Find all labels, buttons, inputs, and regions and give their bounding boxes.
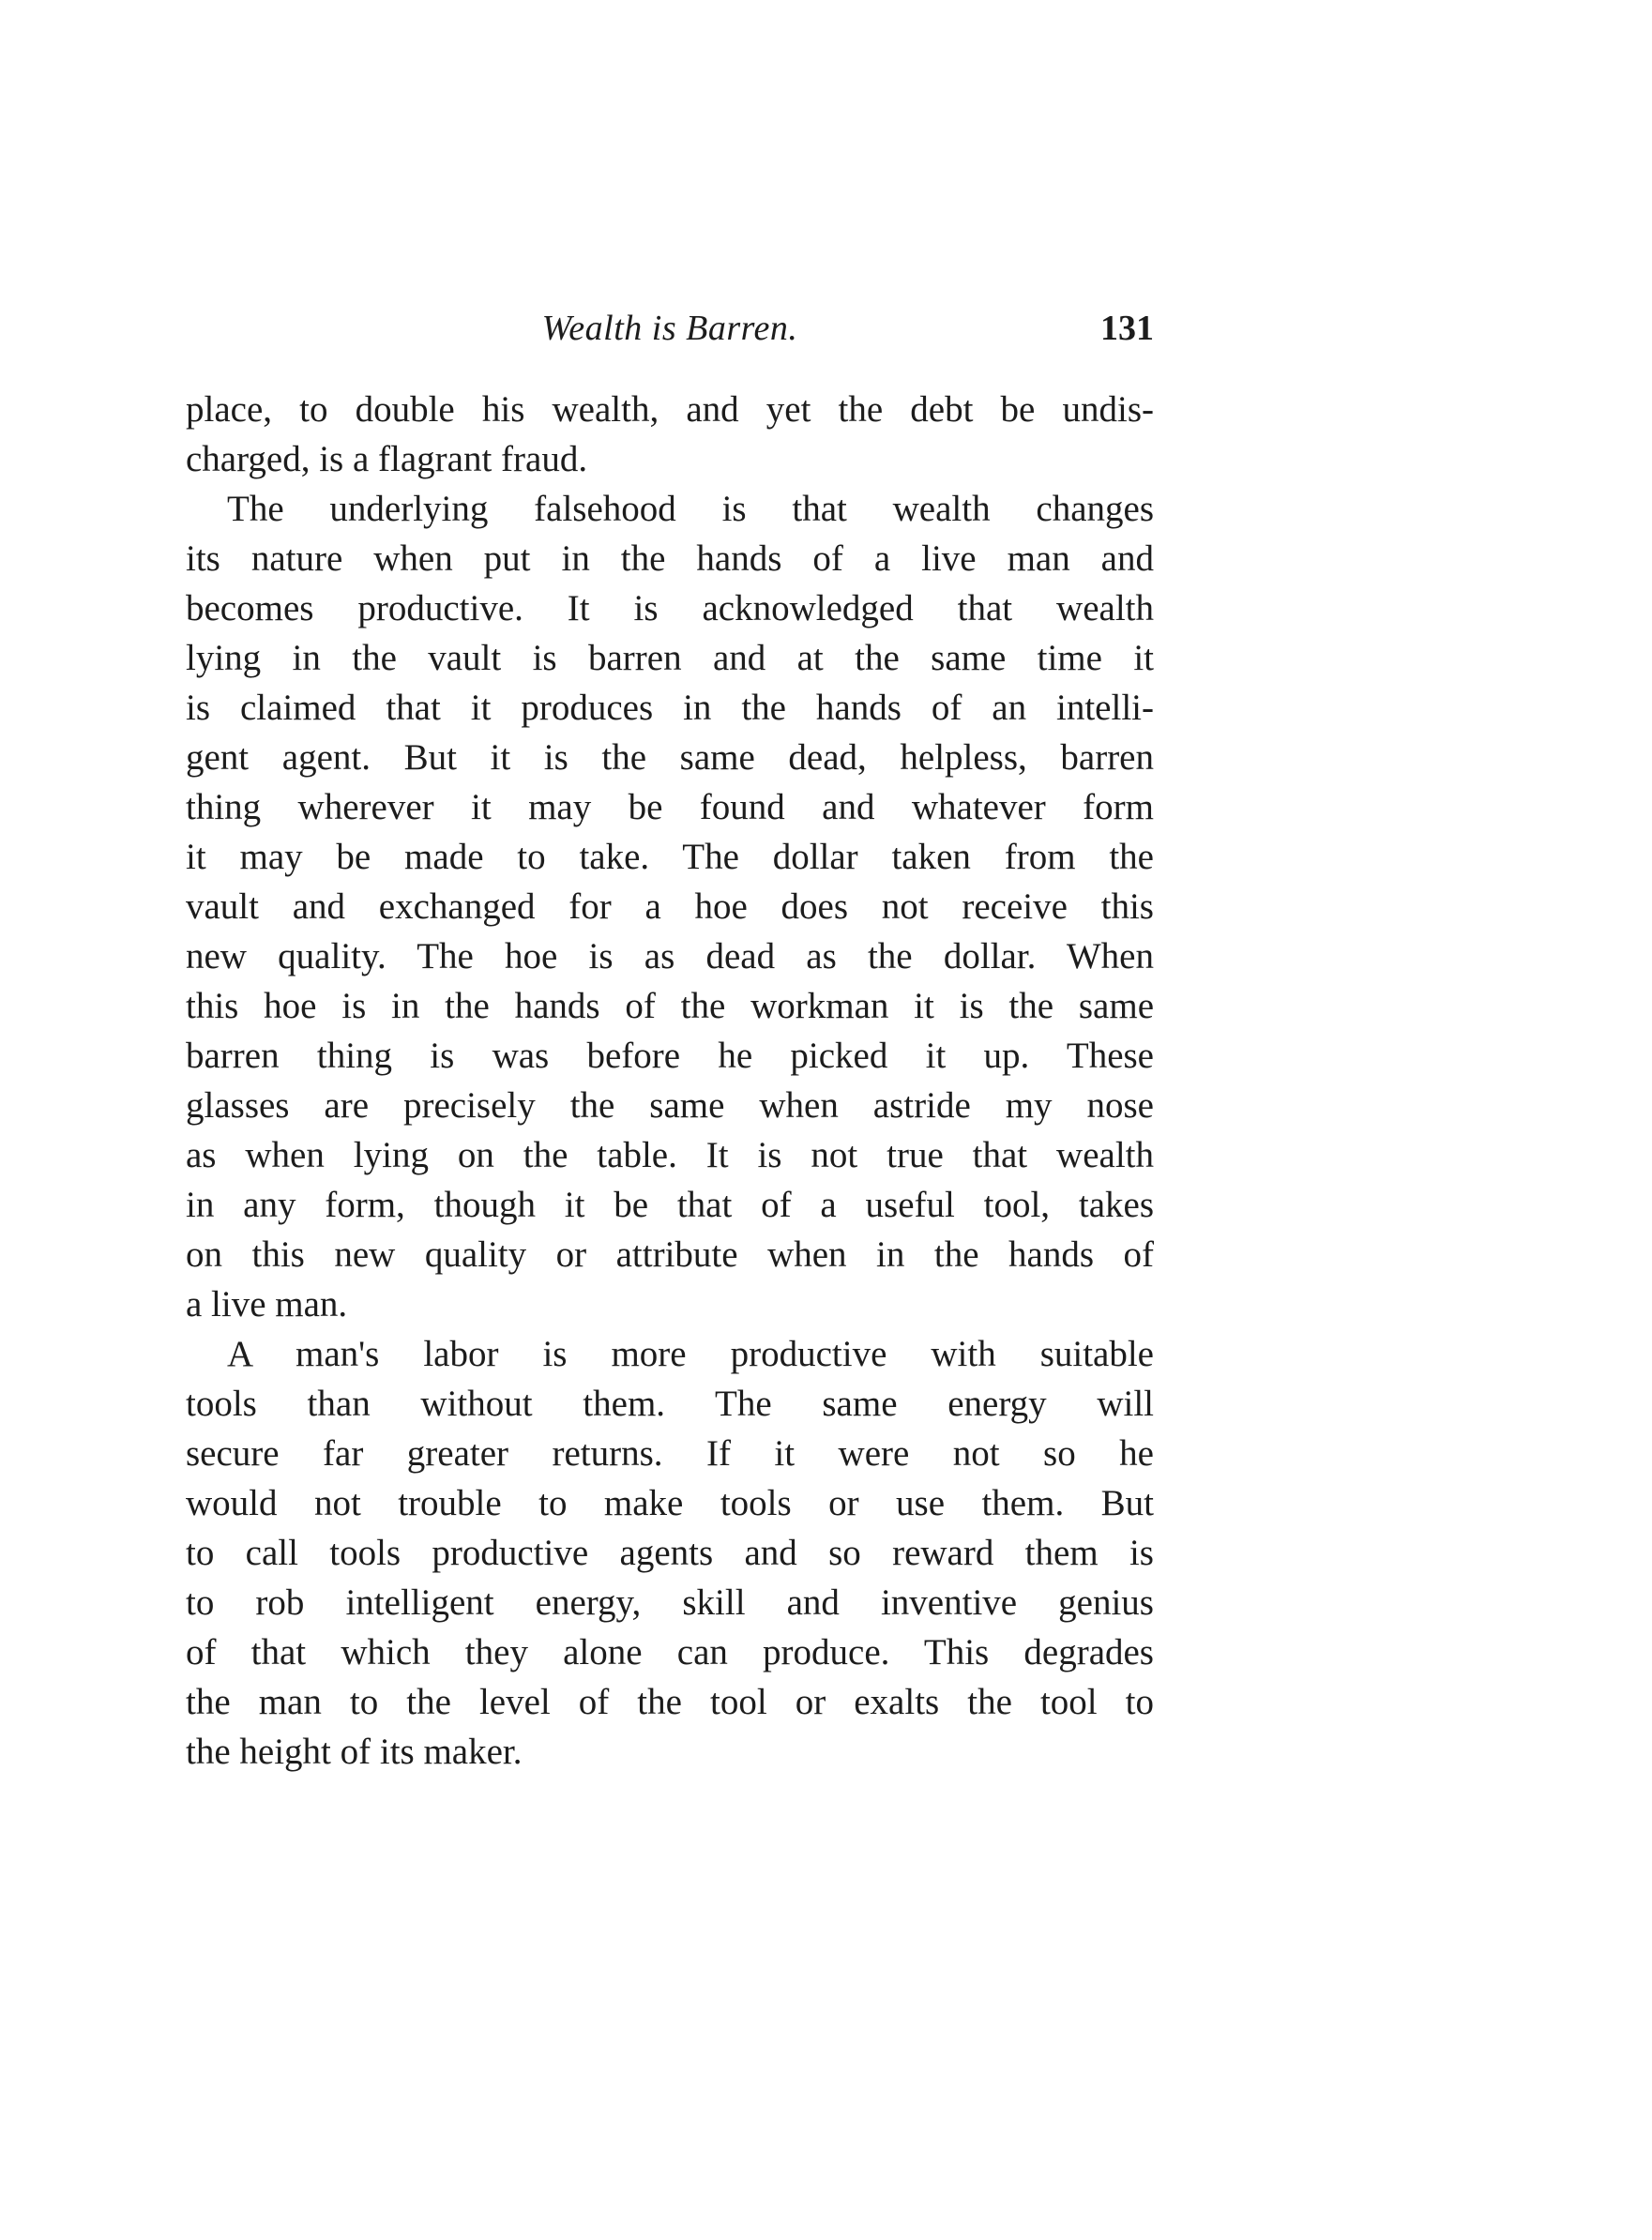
body-text: [186, 385, 1154, 1777]
text-line: to rob intelligent energy, skill and inventive genius: [186, 1582, 1154, 1623]
text-line: to call tools productive agents and so reward them is: [186, 1533, 1154, 1573]
text-line: glasses are precisely the same when astride my nose: [186, 1085, 1154, 1126]
text-line: barren thing is was before he picked it up. These: [186, 1036, 1154, 1076]
text-line: of that which they alone can produce. This degrades: [186, 1632, 1154, 1672]
text-line: charged, is a flagrant fraud.: [186, 439, 588, 479]
running-head: [186, 302, 1154, 355]
page-number: 131: [1100, 309, 1154, 348]
text-line: in any form, though it be that of a useful tool, takes: [186, 1185, 1154, 1225]
text-line: a live man.: [186, 1284, 348, 1324]
text-line: thing wherever it may be found and whatever form: [186, 787, 1154, 827]
paragraph-2: [186, 484, 1154, 1329]
text-line: the man to the level of the tool or exalts the tool to: [186, 1682, 1154, 1722]
text-line: this hoe is in the hands of the workman it is the same: [186, 986, 1154, 1026]
text-line: it may be made to take. The dollar taken from the: [186, 837, 1154, 877]
text-line: lying in the vault is barren and at the same time it: [186, 638, 1154, 678]
text-line: vault and exchanged for a hoe does not receive this: [186, 886, 1154, 927]
text-line: becomes productive. It is acknowledged that wealth: [186, 588, 1154, 628]
text-line: A man's labor is more productive with suitable: [227, 1334, 1154, 1374]
text-line: new quality. The hoe is as dead as the dollar. When: [186, 936, 1154, 976]
text-line: would not trouble to make tools or use them. But: [186, 1483, 1154, 1523]
text-line: The underlying falsehood is that wealth changes: [227, 489, 1154, 529]
text-line: its nature when put in the hands of a live man and: [186, 538, 1154, 579]
text-line: gent agent. But it is the same dead, helpless, barren: [186, 737, 1154, 778]
text-line: tools than without them. The same energy will: [186, 1384, 1154, 1424]
text-line: the height of its maker.: [186, 1732, 523, 1772]
text-line: is claimed that it produces in the hands of an intelli-: [186, 688, 1154, 728]
text-line: as when lying on the table. It is not true that wealth: [186, 1135, 1154, 1175]
paragraph-1: [186, 385, 1154, 484]
text-line: place, to double his wealth, and yet the debt be undis-: [186, 389, 1154, 430]
running-title: Wealth is Barren.: [541, 309, 798, 348]
text-line: on this new quality or attribute when in the hands of: [186, 1234, 1154, 1275]
paragraph-3: [186, 1329, 1154, 1777]
text-line: secure far greater returns. If it were not so he: [186, 1433, 1154, 1474]
